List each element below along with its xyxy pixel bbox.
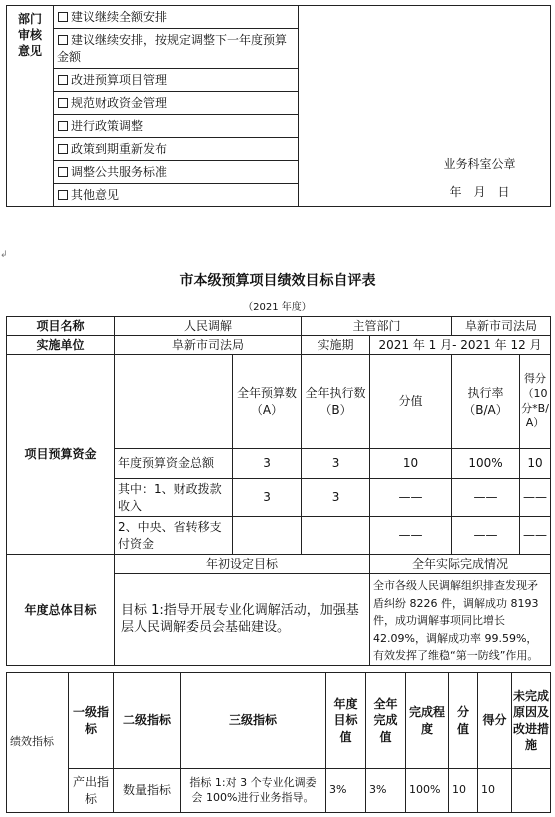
funds-header-blank (115, 355, 233, 449)
review-option[interactable]: 进行政策调整 (54, 115, 299, 138)
indicators-label: 绩效指标 (7, 673, 69, 813)
funds-row-name: 年度预算资金总额 (115, 449, 233, 479)
page-title: 市本级预算项目绩效目标自评表 (179, 273, 376, 289)
header-level3: 三级指标 (181, 673, 326, 769)
funds-row-rate: —— (452, 479, 520, 517)
dept-value: 阜新市司法局 (452, 317, 551, 336)
funds-row-name: 其中：1、财政拨款收入 (115, 479, 233, 517)
funds-row-exec: 3 (302, 479, 370, 517)
seal-area (299, 6, 551, 207)
goals-done-text: 全市各级人民调解组织排查发现矛盾纠纷 8226 件，调解成功 8193 件，成功调解事项同比增长 42.09%，调解成功率 99.59%，有效发挥了维稳“第一防线”作用。 (370, 574, 551, 666)
header-annual-exec: 全年执行数（B） (302, 355, 370, 449)
table-row (7, 769, 551, 813)
funds-row-value: —— (370, 479, 452, 517)
period-value: 2021 年 1 月- 2021 年 12 月 (370, 336, 551, 355)
row-actual: 3% (366, 769, 406, 813)
goals-done-header: 全年实际完成情况 (370, 555, 551, 574)
funds-row-score: —— (520, 479, 551, 517)
goals-label: 年度总体目标 (7, 555, 115, 666)
funds-row-exec (302, 517, 370, 555)
project-name-value: 人民调解 (115, 317, 302, 336)
header-actual: 全年完成值 (366, 673, 406, 769)
row-score: 10 (478, 769, 512, 813)
checkbox-icon[interactable] (58, 144, 68, 154)
row-reason (512, 769, 551, 813)
header-degree: 完成程度 (406, 673, 449, 769)
funds-row-name: 2、中央、省转移支付资金 (115, 517, 233, 555)
funds-row-score: —— (520, 517, 551, 555)
row-degree: 100% (406, 769, 449, 813)
review-table (6, 5, 551, 207)
header-target: 年度目标值 (326, 673, 366, 769)
header-score: 得分 (478, 673, 512, 769)
checkbox-icon[interactable] (58, 190, 68, 200)
review-option[interactable]: 其他意见 (54, 184, 299, 207)
header-annual-budget: 全年预算数（A） (233, 355, 302, 449)
row-level1: 产出指标 (69, 769, 114, 813)
funds-row-budget: 3 (233, 449, 302, 479)
unit-value: 阜新市司法局 (115, 336, 302, 355)
funds-row-rate: 100% (452, 449, 520, 479)
funds-row-exec: 3 (302, 449, 370, 479)
goals-set-text: 目标 1:指导开展专业化调解活动，加强基层人民调解委员会基础建设。 (115, 574, 370, 666)
funds-row-budget (233, 517, 302, 555)
dept-label: 主管部门 (302, 317, 452, 336)
page-subtitle: （2021 年度） (243, 302, 312, 313)
header-level1: 一级指标 (69, 673, 114, 769)
header-value: 分值 (449, 673, 478, 769)
review-option[interactable]: 调整公共服务标准 (54, 161, 299, 184)
unit-label: 实施单位 (7, 336, 115, 355)
checkbox-icon[interactable] (58, 12, 68, 22)
seal-date: 年 月 日 (449, 184, 510, 199)
indicators-table (6, 672, 551, 813)
review-option[interactable]: 政策到期重新发布 (54, 138, 299, 161)
header-exec-rate: 执行率（B/A） (452, 355, 520, 449)
evaluation-table (6, 316, 551, 666)
seal-label: 业务科室公章 (443, 156, 516, 171)
checkbox-icon[interactable] (58, 75, 68, 85)
period-label: 实施期 (302, 336, 370, 355)
row-level2: 数量指标 (114, 769, 181, 813)
checkbox-icon[interactable] (58, 121, 68, 131)
funds-row-rate: —— (452, 517, 520, 555)
paragraph-mark-icon: ↲ (0, 250, 8, 260)
funds-row-score: 10 (520, 449, 551, 479)
checkbox-icon[interactable] (58, 167, 68, 177)
checkbox-icon[interactable] (58, 35, 68, 45)
funds-row-value: 10 (370, 449, 452, 479)
review-option[interactable]: 建议继续安排，按规定调整下一年度预算金额 (54, 29, 299, 69)
review-option[interactable]: 规范财政资金管理 (54, 92, 299, 115)
goals-set-header: 年初设定目标 (115, 555, 370, 574)
row-value: 10 (449, 769, 478, 813)
header-level2: 二级指标 (114, 673, 181, 769)
review-option[interactable]: 建议继续全额安排 (54, 6, 299, 29)
row-target: 3% (326, 769, 366, 813)
header-score: 得分（10分*B/A） (520, 355, 551, 449)
funds-label: 项目预算资金 (7, 355, 115, 555)
review-option[interactable]: 改进预算项目管理 (54, 69, 299, 92)
header-reason: 未完成原因及改进措施 (512, 673, 551, 769)
funds-row-budget: 3 (233, 479, 302, 517)
project-name-label: 项目名称 (7, 317, 115, 336)
checkbox-icon[interactable] (58, 98, 68, 108)
funds-row-value: —— (370, 517, 452, 555)
row-level3: 指标 1:对 3 个专业化调委会 100%进行业务指导。 (181, 769, 326, 813)
review-section-label: 部门审核意见 (7, 6, 54, 207)
header-score-value: 分值 (370, 355, 452, 449)
